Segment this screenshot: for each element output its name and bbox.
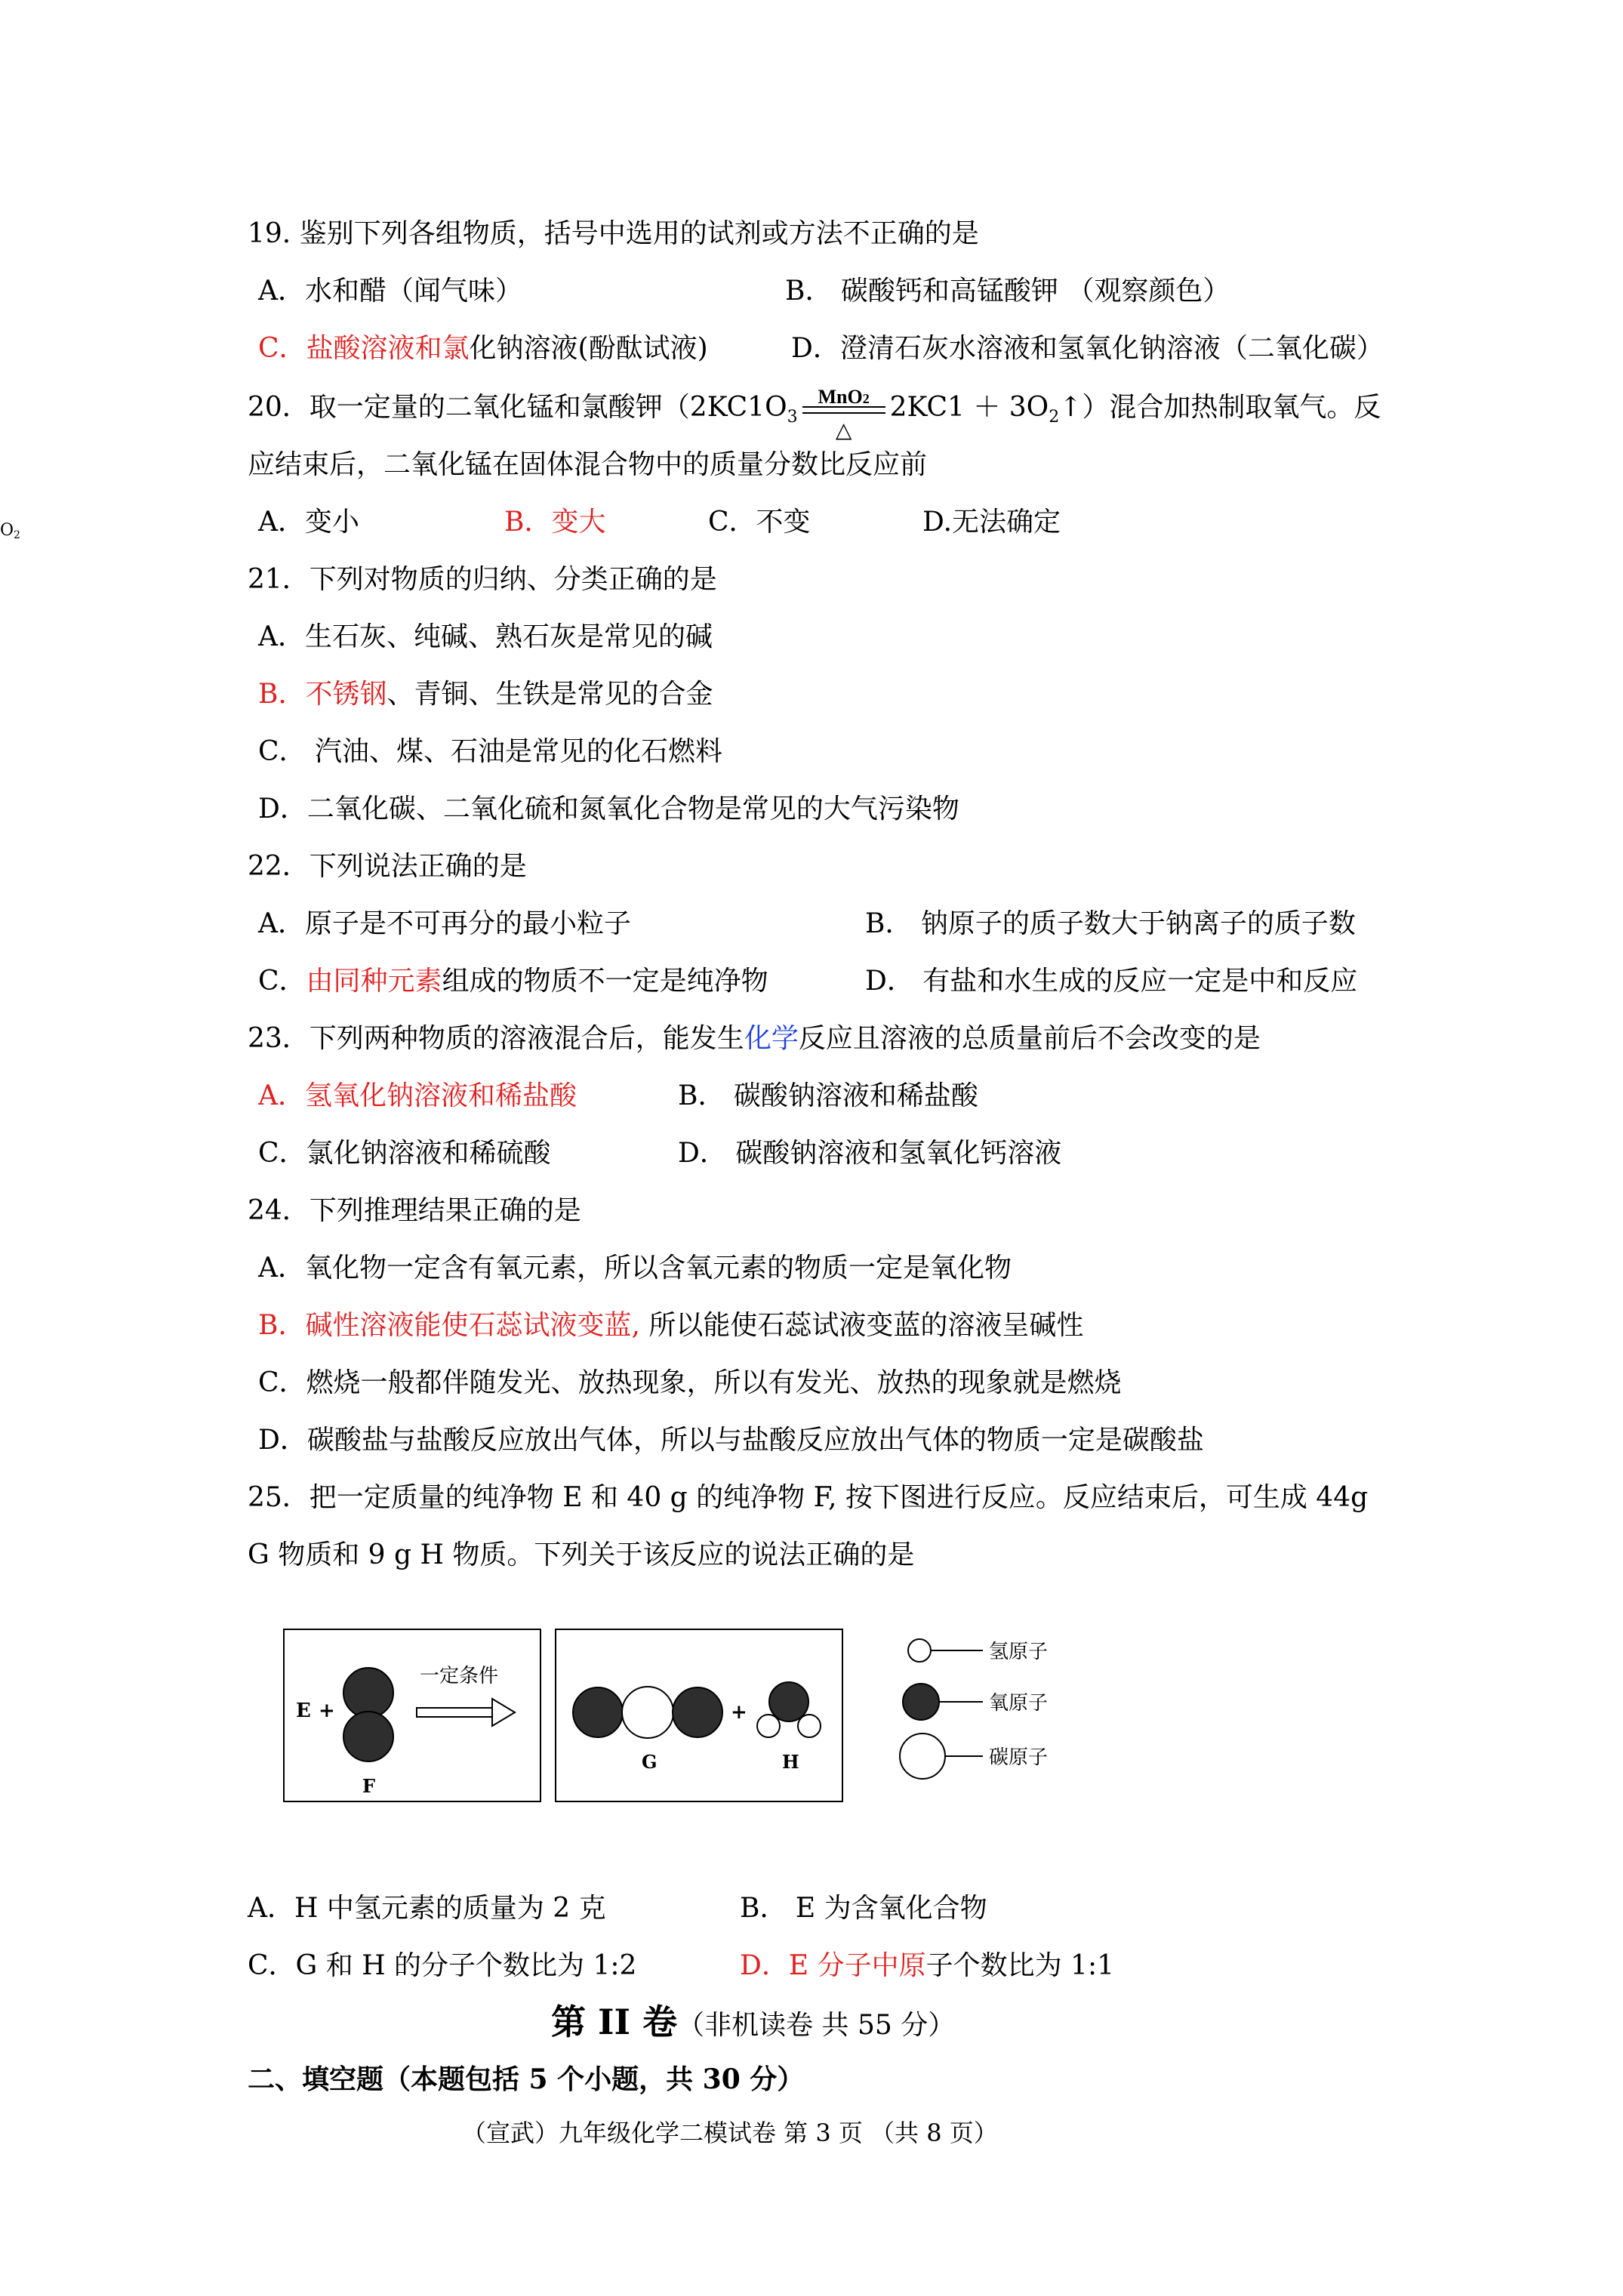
q25-option-d-rest: 子个数比为 1:1 — [925, 1950, 1114, 1981]
q25-option-a: A．H 中氢元素的质量为 2 克 — [248, 1893, 606, 1924]
q24-option-b-rest: 所以能使石蕊试液变蓝的溶液呈碱性 — [639, 1310, 1084, 1341]
q20-stem-pre-sub: 3 — [787, 408, 798, 427]
q23-stem-post: 反应且溶液的总质量前后不会改变的是 — [798, 1023, 1261, 1054]
condition-arrow — [417, 1699, 515, 1726]
q21-option-b-answer: B．不锈钢 — [258, 679, 387, 710]
q21-option-d: D．二氧化碳、二氧化硫和氮氧化合物是常见的大气污染物 — [258, 794, 959, 824]
q23-stem-highlight: 化学 — [744, 1023, 799, 1054]
page-footer: （宣武）九年级化学二模试卷 第 3 页 （共 8 页） — [462, 2119, 998, 2147]
heat-symbol: △ — [835, 418, 852, 442]
section-title — [551, 1995, 955, 2045]
q22-stem: 22．下列说法正确的是 — [248, 851, 527, 882]
q19-option-a: A．水和醋（闻气味） — [258, 276, 522, 307]
q25-option-c: C．G 和 H 的分子个数比为 1:2 — [248, 1950, 637, 1981]
f-oxygen-atom-top — [343, 1668, 393, 1718]
q22-option-a: A．原子是不可再分的最小粒子 — [258, 908, 631, 939]
margin-fragment-o: O — [0, 521, 14, 540]
q23-option-d: D． 碳酸钠溶液和氢氧化钙溶液 — [678, 1138, 1062, 1169]
q24-option-b — [258, 1308, 1083, 1344]
q20-option-a: A．变小 — [258, 507, 359, 538]
h-hydrogen-atom-left — [757, 1715, 780, 1737]
legend-carbon-label: 碳原子 — [989, 1746, 1049, 1769]
q19-option-c-answer: C．盐酸溶液和氯 — [258, 333, 470, 364]
g-oxygen-atom-right — [673, 1687, 722, 1737]
q20-option-d: D.无法确定 — [922, 507, 1061, 538]
q19-option-c-rest: 化钠溶液(酚酞试液) — [469, 333, 708, 364]
e-label: E — [296, 1700, 311, 1722]
section-title-main: 第 II 卷 — [551, 2002, 678, 2042]
q20-stem-pre: 20．取一定量的二氧化锰和氯酸钾（2KC1O — [248, 392, 787, 423]
legend-oxygen-label: 氧原子 — [989, 1692, 1049, 1715]
h-label: H — [782, 1751, 799, 1773]
q21-stem: 21．下列对物质的归纳、分类正确的是 — [248, 564, 717, 595]
q22-option-d: D． 有盐和水生成的反应一定是中和反应 — [865, 966, 1358, 997]
q25-option-d — [740, 1948, 1114, 1984]
q24-option-d: D．碳酸盐与盐酸反应放出气体，所以与盐酸反应放出气体的物质一定是碳酸盐 — [258, 1425, 1204, 1456]
reactant-plus: + — [319, 1700, 335, 1722]
q21-option-b — [258, 676, 713, 713]
q23-option-a: A．氢氧化钠溶液和稀盐酸 — [258, 1080, 577, 1111]
q21-option-b-rest: 、青铜、生铁是常见的合金 — [387, 679, 713, 710]
q20-option-b: B．变大 — [504, 507, 606, 538]
part2-heading: 二、填空题（本题包括 5 个小题，共 30 分） — [248, 2063, 805, 2095]
q24-stem: 24．下列推理结果正确的是 — [248, 1195, 581, 1226]
q22-option-c — [258, 963, 768, 1000]
reaction-diagram — [279, 1623, 1125, 1820]
condition-label: 一定条件 — [420, 1665, 499, 1687]
q25-option-d-answer: D．E 分子中原 — [740, 1950, 926, 1981]
margin-fragment — [0, 521, 20, 541]
q22-option-c-rest: 组成的物质不一定是纯净物 — [442, 966, 768, 997]
q19-option-d: D．澄清石灰水溶液和氢氧化钠溶液（二氧化碳） — [791, 333, 1384, 364]
catalyst-label: MnO2 — [818, 386, 870, 408]
q24-option-c: C．燃烧一般都伴随发光、放热现象，所以有发光、放热的现象就是燃烧 — [258, 1367, 1122, 1398]
margin-fragment-sub: 2 — [14, 529, 20, 541]
reaction-condition — [802, 386, 885, 442]
product-plus: + — [731, 1701, 747, 1724]
g-oxygen-atom-left — [573, 1687, 623, 1737]
q25-option-b: B． E 为含氧化合物 — [740, 1893, 987, 1924]
q21-option-c: C． 汽油、煤、石油是常见的化石燃料 — [258, 736, 722, 767]
q21-option-a: A．生石灰、纯碱、熟石灰是常见的碱 — [258, 621, 713, 652]
q25-stem-line1: 25．把一定质量的纯净物 E 和 40 g 的纯净物 F, 按下图进行反应。反应结束后，可生成 44g — [248, 1482, 1369, 1513]
q22-option-c-answer: 由同种元素 — [306, 966, 442, 997]
q20-stem-post: ↑）混合加热制取氧气。反 — [1059, 392, 1381, 423]
g-carbon-atom — [622, 1687, 673, 1738]
q19-stem: 19. 鉴别下列各组物质，括号中选用的试剂或方法不正确的是 — [248, 218, 979, 249]
q20-stem-mid: 2KC1 ＋ 3O — [889, 392, 1049, 423]
q20-option-c: C．不变 — [708, 507, 811, 538]
f-oxygen-atom-bottom — [343, 1712, 393, 1761]
q22-option-c-pre: C． — [258, 966, 306, 997]
q20-stem-mid-sub: 2 — [1049, 408, 1060, 427]
q23-stem — [248, 1021, 1261, 1057]
q23-option-b: B． 碳酸钠溶液和稀盐酸 — [678, 1080, 978, 1111]
legend-oxygen-icon — [903, 1684, 939, 1720]
f-label: F — [362, 1775, 376, 1797]
legend-carbon-icon — [900, 1734, 945, 1779]
g-label: G — [642, 1751, 658, 1773]
legend-hydrogen-icon — [908, 1639, 931, 1662]
q24-option-a: A．氧化物一定含有氧元素，所以含氧元素的物质一定是氧化物 — [258, 1253, 1012, 1284]
q19-option-b: B． 碳酸钙和高锰酸钾 （观察颜色） — [785, 276, 1230, 307]
q19-option-c — [258, 331, 708, 367]
section-title-note: （非机读卷 共 55 分） — [677, 2010, 956, 2041]
q22-option-b: B． 钠原子的质子数大于钠离子的质子数 — [865, 908, 1356, 939]
legend-hydrogen-label: 氢原子 — [989, 1641, 1049, 1663]
q23-option-c: C．氯化钠溶液和稀硫酸 — [258, 1138, 551, 1169]
q20-stem-line1 — [248, 386, 1381, 442]
h-hydrogen-atom-right — [798, 1715, 821, 1737]
q20-stem-line2: 应结束后，二氧化锰在固体混合物中的质量分数比反应前 — [248, 449, 928, 480]
q24-option-b-answer: B．碱性溶液能使石蕊试液变蓝, — [258, 1310, 640, 1341]
h-oxygen-atom — [769, 1682, 808, 1721]
q25-stem-line2: G 物质和 9 g H 物质。下列关于该反应的说法正确的是 — [248, 1539, 915, 1570]
q23-stem-pre: 23．下列两种物质的溶液混合后，能发生 — [248, 1023, 744, 1054]
